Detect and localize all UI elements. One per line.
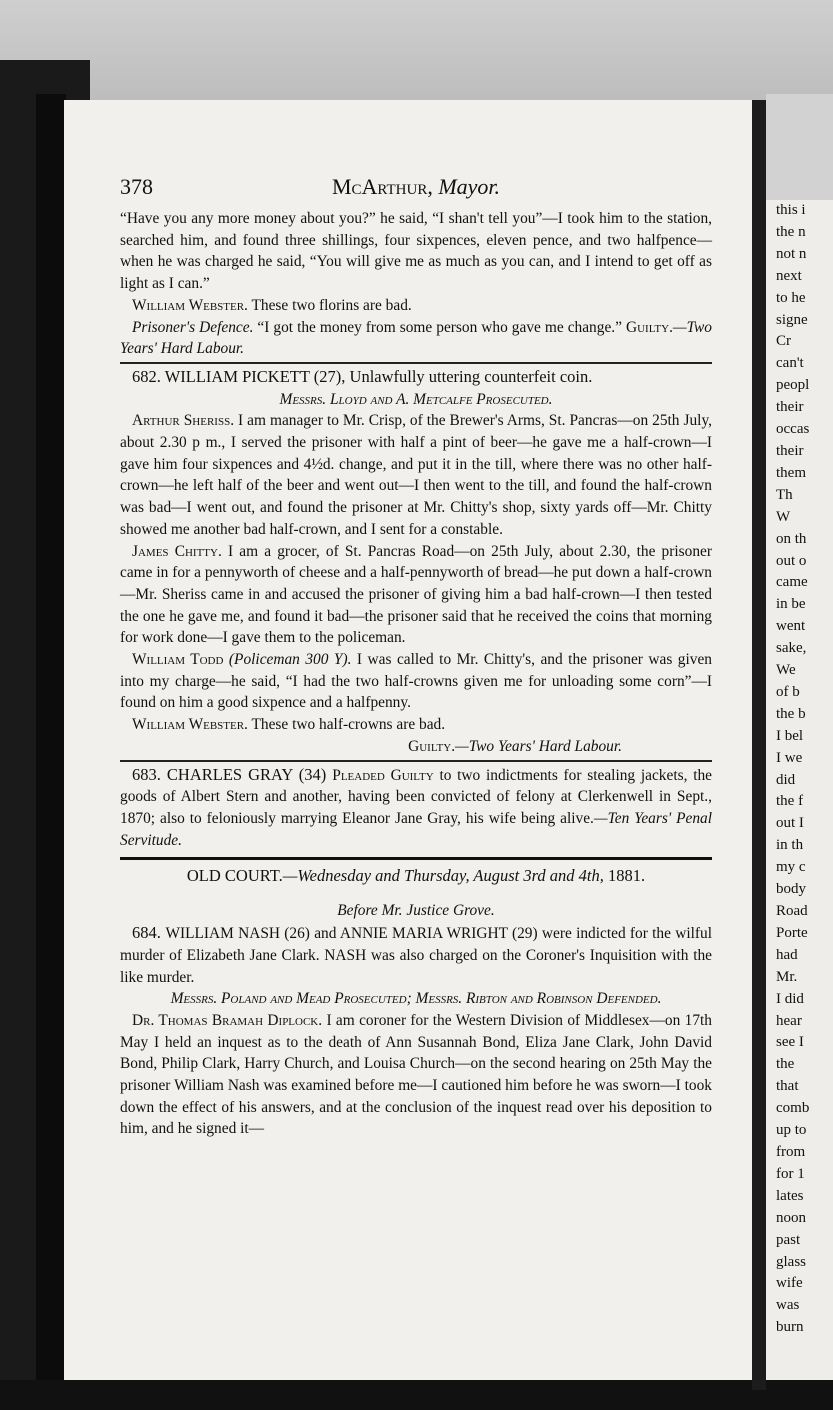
judge-line xyxy=(120,900,712,922)
facing-page-line: We xyxy=(776,662,796,679)
facing-page-line: out o xyxy=(776,552,807,569)
case-divider xyxy=(120,760,712,762)
facing-page-line: comb xyxy=(776,1100,810,1117)
judge: Before Mr. Justice Grove. xyxy=(337,902,495,920)
facing-page-line: Porte xyxy=(776,924,808,941)
facing-page-line: up to xyxy=(776,1122,807,1139)
scan-background-bottom xyxy=(0,1380,833,1410)
paragraph xyxy=(120,922,712,988)
verdict-label: Guilty. xyxy=(625,318,673,336)
case-title: WILLIAM PICKETT (27), Unlawfully uttering counterfeit coin. xyxy=(164,366,593,386)
case-title: CHARLES GRAY (34) xyxy=(166,764,333,784)
facing-page-line: their xyxy=(776,399,804,416)
facing-page-line: Cr xyxy=(776,333,791,350)
facing-page-line: out I xyxy=(776,815,804,832)
facing-page-line: the f xyxy=(776,793,804,810)
facing-page-line: had xyxy=(776,946,798,963)
case-text: to two indictments for stealing jackets, the goods of Albert Stern and another, having been convicted of felony at Clerkenwell in Sept., 1870; also to feloniously marrying Eleanor Jane Gray, his wife being alive. xyxy=(120,766,713,827)
facing-page-line: was xyxy=(776,1297,800,1314)
court-year: 1881. xyxy=(603,866,646,886)
witness-name: James Chitty. xyxy=(132,542,222,560)
facing-page-line: lates xyxy=(776,1187,804,1204)
paragraph xyxy=(120,541,712,650)
facing-page-line: on th xyxy=(776,530,807,547)
witness-name: Dr. Thomas Bramah Diplock. xyxy=(132,1011,323,1029)
defence-text: “I got the money from some person who gave me change.” xyxy=(253,318,626,336)
counsel-line xyxy=(120,389,712,411)
page-content xyxy=(120,168,712,1140)
defence-label: Prisoner's Defence. xyxy=(132,318,254,336)
paragraph xyxy=(120,317,712,360)
facing-page-line: past xyxy=(776,1231,801,1248)
facing-page-line: to he xyxy=(776,289,806,306)
paragraph xyxy=(120,714,712,736)
page-number: 378 xyxy=(120,174,153,199)
facing-page-line: from xyxy=(776,1143,806,1160)
facing-page-fragment xyxy=(766,200,833,1380)
paragraph xyxy=(120,764,712,852)
case-number: 683. xyxy=(132,764,167,784)
facing-page-line: Th xyxy=(776,486,793,503)
paragraph xyxy=(120,410,712,540)
facing-page-line: see I xyxy=(776,1034,804,1051)
facing-page-line: can't xyxy=(776,355,804,372)
paragraph xyxy=(120,1010,712,1140)
case-number: 684. xyxy=(132,923,166,943)
facing-page-line: did xyxy=(776,771,796,788)
facing-page-line: I bel xyxy=(776,727,804,744)
facing-page-line: the xyxy=(776,1056,795,1073)
facing-page-line: hear xyxy=(776,1012,802,1029)
verdict-line xyxy=(120,736,712,758)
testimony-text: I am a grocer, of St. Pancras Road—on 25th July, about 2.30, the prisoner came in for a pennyworth of cheese and a half-pennyworth of bread—he put down a half-crown—Mr. Sheriss came in and accused the prisoner of giving him a bad half-crown—I then tested the one he gave me, and found it bad—the prisoner said that he received the coins that morning for work done—I gave them to the policeman. xyxy=(120,542,712,647)
plea: Pleaded Guilty xyxy=(332,766,434,784)
counsel-line xyxy=(120,988,712,1010)
witness-name: Arthur Sheriss. xyxy=(132,412,235,430)
facing-page-line: body xyxy=(776,881,806,898)
book-spine xyxy=(36,94,66,1394)
facing-page-line: Road xyxy=(776,903,808,919)
case-text: WILLIAM NASH (26) and ANNIE MARIA WRIGHT (29) were indicted for the wilful murder of Elizabeth Jane Clark. NASH was also charged on the Coroner's Inquisition with the like murder. xyxy=(120,925,713,986)
case-divider xyxy=(120,362,712,364)
counsel-text: Messrs. Poland and Mead Prosecuted; Messrs. Ribton and Robinson Defended. xyxy=(170,990,662,1008)
facing-page-line: came xyxy=(776,574,808,591)
court-dates: —Wednesday and Thursday, August 3rd and 4th, xyxy=(282,866,604,886)
testimony-text: I am manager to Mr. Crisp, of the Brewer's Arms, St. Pancras—on 25th July, about 2.30 p m., I served the prisoner with half a pint of beer—he gave me a half-crown—I gave him four sixpences and 4½d. change, and put it in the till, where there was no other half-crown—he left half of the beer and went out—I then went to the till, and found the half-crown was bad—I went out, and found the prisoner at Mr. Chitty's shop, sixty yards off—Mr. Chitty showed me another bad half-crown, and I sent for a constable. xyxy=(120,412,712,538)
facing-page-line: that xyxy=(776,1078,799,1095)
facing-page-top xyxy=(766,94,833,200)
sentence: —Two Years' Hard Labour. xyxy=(455,737,622,755)
sentence: —Ten Years' Penal Servitude. xyxy=(120,809,712,849)
facing-page-line: in be xyxy=(776,596,806,613)
facing-page-line: the b xyxy=(776,705,806,722)
case-number: 682. xyxy=(132,366,165,386)
page-header xyxy=(120,168,712,208)
testimony-text: I am coroner for the Western Division of Middlesex—on 17th May I held an inquest as to the death of Ann Susannah Bond, Eliza Jane Clark, John David Bond, Philip Clark, Harry Church, and Louisa Church—on the second hearing on 25th May the prisoner William Nash was examined before me—I cautioned him before he was sworn—I took down the effect of his answers, and at the conclusion of the inquest read over his deposition to him, and he signed it— xyxy=(120,1011,712,1138)
facing-page-line: signe xyxy=(776,311,808,328)
witness-name: William Webster. xyxy=(132,296,248,314)
testimony-text: These two half-crowns are bad. xyxy=(247,716,446,734)
facing-page-line: went xyxy=(776,618,806,635)
facing-page-line: occas xyxy=(776,421,810,438)
facing-page-line: noon xyxy=(776,1209,806,1226)
facing-page-line: I did xyxy=(776,990,804,1007)
sentence: —Two Years' Hard Labour. xyxy=(120,318,712,358)
paragraph xyxy=(120,295,712,317)
testimony-text: I was called to Mr. Chitty's, and the prisoner was given into my charge—he said, “I had the two half-crowns given me for unloading some corn”—I found on him a good sixpence and a halfpenny. xyxy=(120,651,712,712)
paragraph xyxy=(120,649,712,714)
facing-page-line: wife xyxy=(776,1275,803,1292)
facing-page-line: for 1 xyxy=(776,1165,805,1182)
court-name: OLD COURT. xyxy=(186,866,283,886)
testimony-text: These two florins are bad. xyxy=(247,296,412,314)
facing-page-line: sake, xyxy=(776,640,807,657)
court-heading xyxy=(120,864,712,888)
facing-page-line: not n xyxy=(776,245,807,262)
case-heading xyxy=(120,366,712,389)
scan-background-top xyxy=(0,0,833,100)
facing-page-line: this i xyxy=(776,202,806,218)
running-head: McArthur, Mayor. xyxy=(331,174,501,199)
facing-page-line: their xyxy=(776,442,804,459)
page-gutter xyxy=(752,100,766,1390)
facing-page-line: W xyxy=(776,508,791,525)
facing-page-line: them xyxy=(776,464,806,481)
facing-page-line: burn xyxy=(776,1319,804,1336)
verdict-label: Guilty. xyxy=(408,737,456,755)
facing-page-line: the n xyxy=(776,223,806,240)
facing-page-line: peopl xyxy=(776,377,810,394)
facing-page-line: my c xyxy=(776,859,806,876)
facing-page-line: of b xyxy=(776,683,800,700)
paragraph: “Have you any more money about you?” he said, “I shan't tell you”—I took him to the station, searched him, and found three shillings, four sixpences, eleven pence, and two halfpence—when he was charged he said, “You will give me as much as you can, and I intend to get off as light as I can.” xyxy=(120,210,712,293)
facing-page-line: I we xyxy=(776,749,803,766)
facing-page-line: Mr. xyxy=(776,968,798,985)
witness-name: William Webster. xyxy=(132,716,248,734)
witness-role: (Policeman 300 Y). xyxy=(223,651,352,669)
facing-page-line: in th xyxy=(776,837,804,854)
counsel-text: Messrs. Lloyd and A. Metcalfe Prosecuted. xyxy=(279,390,553,408)
facing-page-line: next xyxy=(776,267,802,284)
session-divider xyxy=(120,857,712,860)
facing-page-line: glass xyxy=(776,1253,806,1270)
witness-name: William Todd xyxy=(132,651,224,669)
